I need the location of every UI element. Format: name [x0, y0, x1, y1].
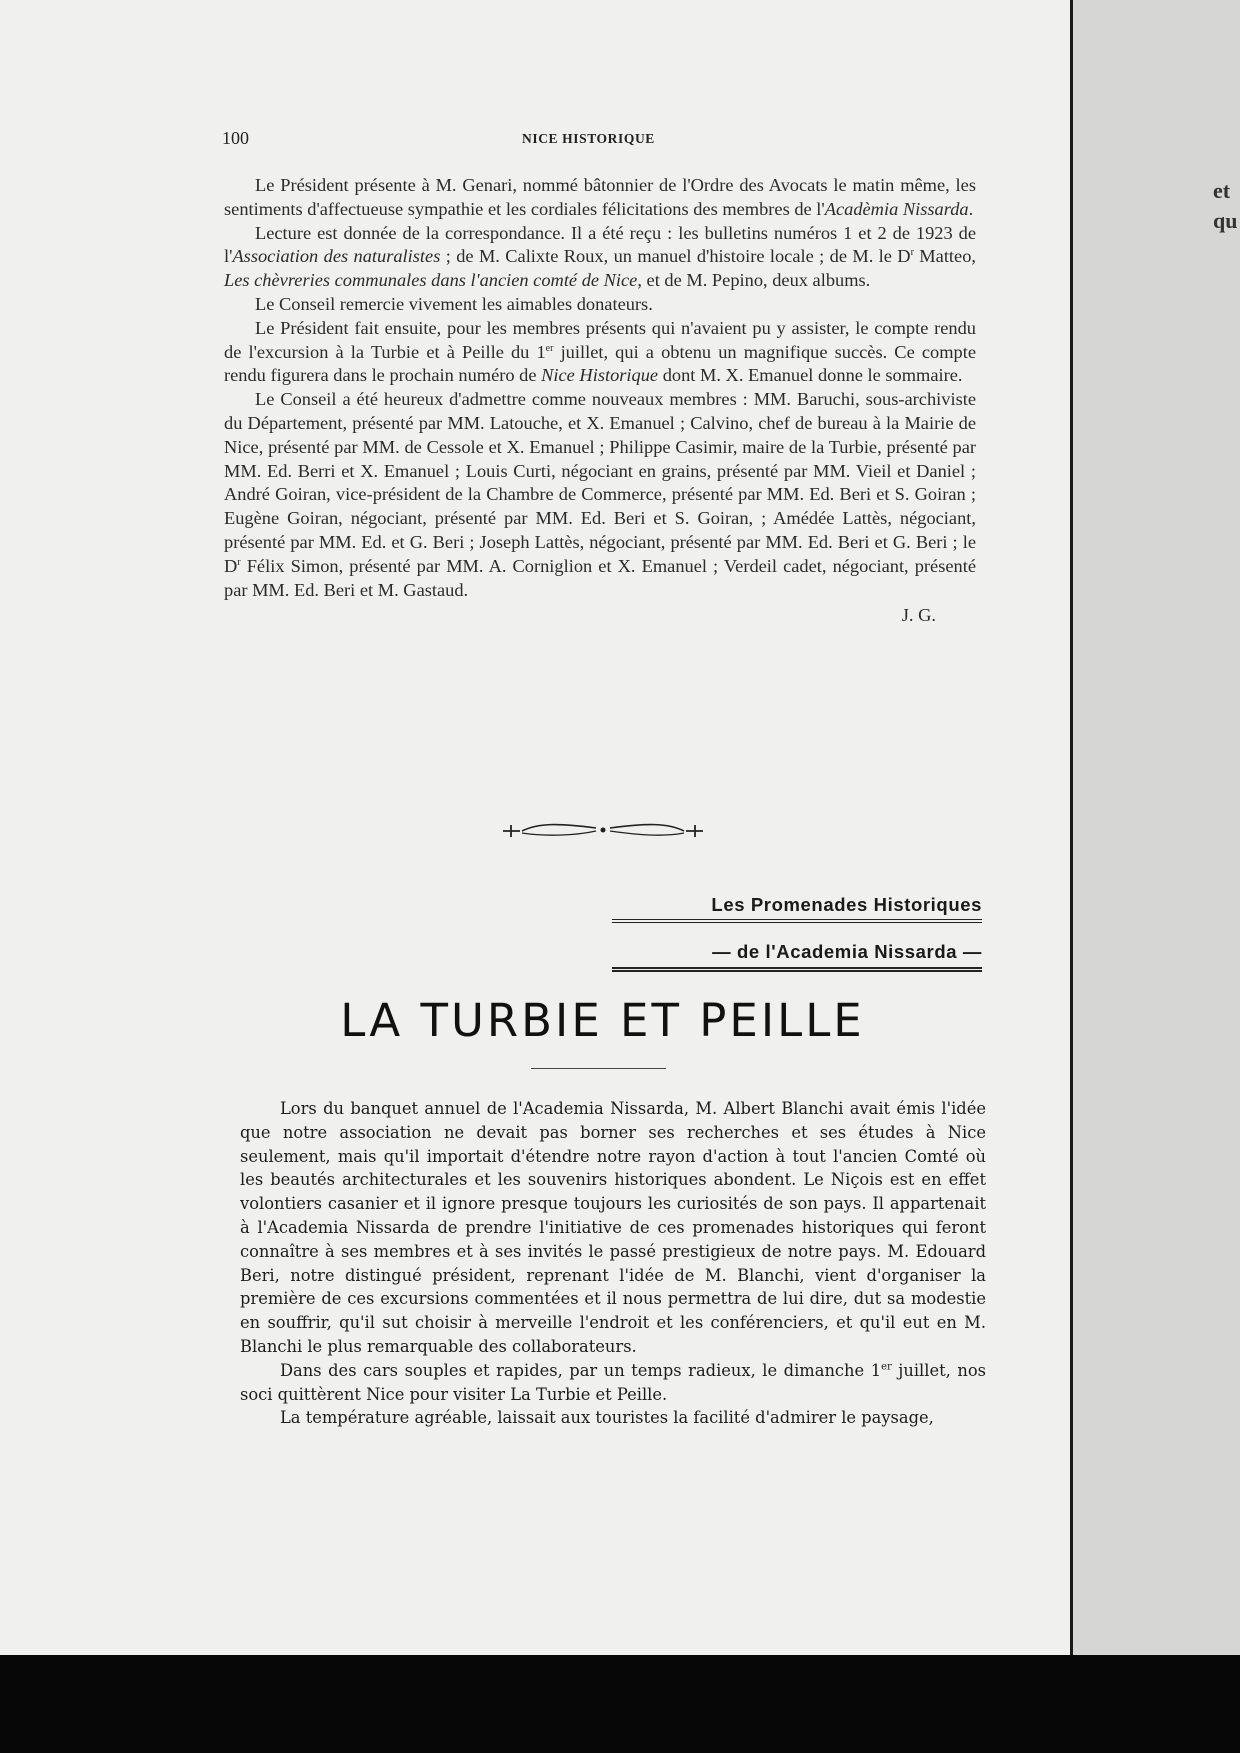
meeting-minutes [224, 174, 976, 628]
edge-text-fragment: et [1213, 178, 1231, 203]
adjacent-page-edge [1070, 0, 1240, 1655]
minutes-paragraph: Le Conseil a été heureux d'admettre comme nouveaux membres : MM. Baruchi, sous-archiviste du Département, présenté par MM. Latouche, et X. Emanuel ; Calvino, chef de bureau à la Mairie de Nice, présenté par MM. de Cessole et X. Emanuel ; Philippe Casimir, maire de la Turbie, présenté par MM. Ed. Berri et X. Emanuel ; Louis Curti, négociant en grains, présenté par MM. Vieil et Daniel ; André Goiran, vice-président de la Chambre de Commerce, présenté par MM. Ed. Beri et S. Goiran ; Eugène Goiran, négociant, présenté par MM. Ed. Beri et S. Goiran, ; Amédée Lattès, négociant, présenté par MM. Ed. et G. Beri ; Joseph Lattès, négociant, présenté par MM. Ed. Beri et G. Beri ; le $D^r$ Félix Simon, présenté par MM. A. Corniglion et X. Emanuel ; Verdeil cadet, négociant, présenté par MM. Ed. Beri et M. Gastaud. [224, 389, 976, 600]
page-header [222, 128, 972, 152]
scan-background [0, 1655, 1240, 1753]
article-paragraph: Dans des cars souples et rapides, par un temps radieux, le dimanche 1er juillet, nos soci quittèrent Nice pour visiter La Turbie et Peille. [240, 1360, 986, 1404]
series-subtitle: — de l'Academia Nissarda — [612, 941, 982, 972]
edge-text-fragment: qu [1213, 208, 1238, 233]
article-title: LA TURBIE ET PEILLE [340, 994, 865, 1047]
series-heading [612, 894, 982, 972]
minutes-paragraph: Le Conseil remercie vivement les aimables donateurs. [255, 293, 653, 314]
title-rule [531, 1068, 666, 1069]
article-body [240, 1097, 986, 1430]
minutes-paragraph: Le Président présente à M. Genari, nommé bâtonnier de l'Ordre des Avocats le matin même, les sentiments d'affectueuse sympathie et les cordiales félicitations des membres de l'Acadèmia Nissarda. [224, 175, 976, 219]
minutes-paragraph: Le Président fait ensuite, pour les membres présents qui n'avaient pu y assister, le compte rendu de l'excursion à la Turbie et à Peille du 1er juillet, qui a obtenu un magnifique succès. Ce compte rendu figurera dans le prochain numéro de Nice Historique dont M. X. Emanuel donne le sommaire. [224, 317, 976, 386]
signature: J. G. [901, 605, 936, 626]
ornament-divider [498, 819, 708, 843]
series-title: Les Promenades Historiques [612, 894, 982, 923]
article-paragraph: Lors du banquet annuel de l'Academia Nissarda, M. Albert Blanchi avait émis l'idée que notre association ne devait pas borner ses recherches et ses études à Nice seulement, mais qu'il importait d'étendre notre rayon d'action à tout l'ancien Comté où les beautés architecturales et les souvenirs historiques abondent. Le Niçois est en effet volontiers casanier et il ignore presque toujours les curiosités de son pays. Il appartenait à l'Academia Nissarda de prendre l'initiative de ces promenades historiques qui feront connaître à ses membres et à ses invités le passé prestigieux de notre pays. M. Edouard Beri, notre distingué président, reprenant l'idée de M. Blanchi, vient d'organiser la première de ces excursions commentées et il nous permettra de lui dire, dut sa modestie en souffrir, qu'il sut choisir à merveille l'endroit et les conférenciers, et qu'il eut en M. Blanchi le plus remarquable des collaborateurs. [240, 1099, 986, 1356]
minutes-paragraph: Lecture est donnée de la correspondance. Il a été reçu : les bulletins numéros 1 et 2 de 1923 de l'Association des naturalistes ; de M. Calixte Roux, un manuel d'histoire locale ; de M. le $D^r$ Matteo, Les chèvreries communales dans l'ancien comté de Nice, et de M. Pepino, deux albums. [224, 222, 976, 291]
running-title: NICE HISTORIQUE [522, 131, 655, 146]
article-paragraph: La température agréable, laissait aux touristes la facilité d'admirer le paysage, [280, 1408, 934, 1428]
page-number: 100 [222, 128, 249, 148]
